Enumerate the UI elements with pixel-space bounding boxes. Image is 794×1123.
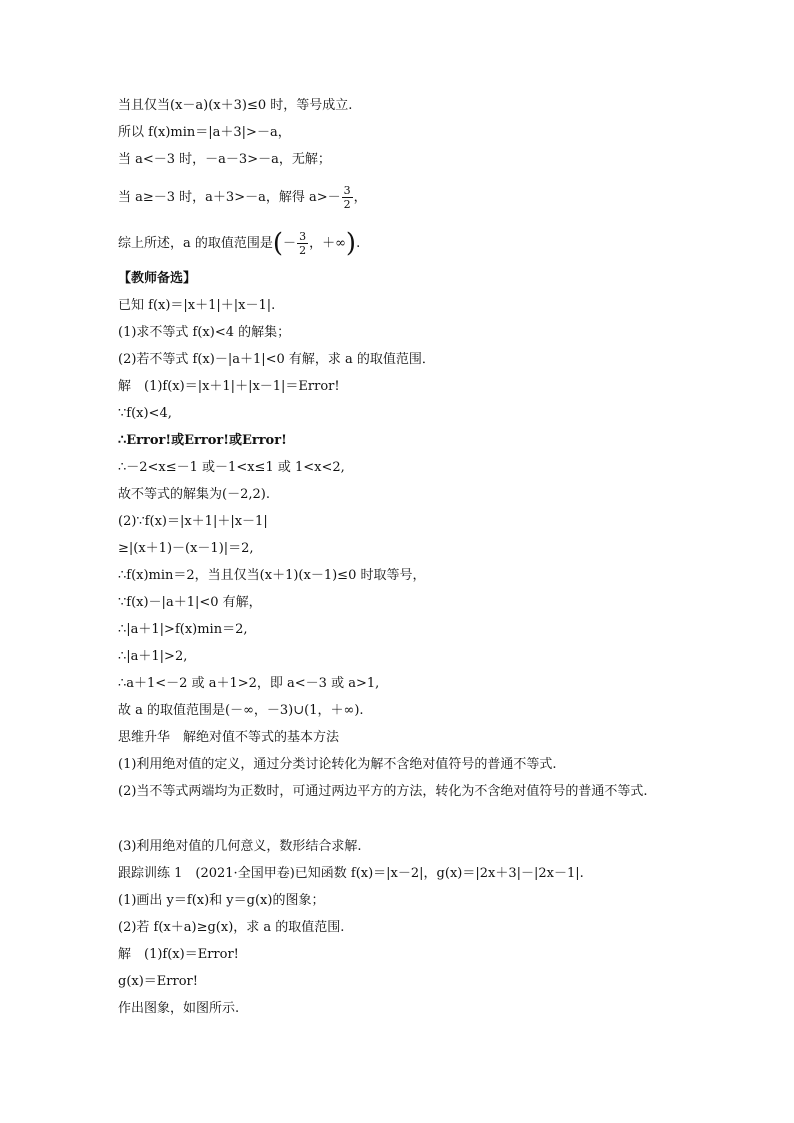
text-line-with-fraction <box>118 230 718 257</box>
fraction-denominator: 2 <box>299 244 307 257</box>
text-line: ∴Error!或Error!或Error! <box>118 433 287 448</box>
close-paren: ) <box>345 228 357 259</box>
text-line: ∴|a＋1|>2, <box>118 649 188 664</box>
text-line: ≥|(x＋1)－(x－1)|＝2, <box>118 541 254 556</box>
fraction-denominator: 2 <box>343 198 351 211</box>
minus-sign: － <box>283 236 297 251</box>
text-line: 故 a 的取值范围是(－∞，－3)∪(1，＋∞). <box>118 703 364 718</box>
text-line: (2)若不等式 f(x)－|a＋1|<0 有解，求 a 的取值范围． <box>118 352 435 367</box>
text-line: 跟踪训练 1 (2021·全国甲卷)已知函数 f(x)＝|x－2|，g(x)＝|2x＋3|－|2x－1|. <box>118 866 584 881</box>
text-segment: . <box>356 236 361 251</box>
text-line: (2)若 f(x＋a)≥g(x)，求 a 的取值范围. <box>118 920 345 935</box>
text-segment: 当 a≥－3 时，a＋3>－a，解得 a>－ <box>118 190 341 205</box>
text-segment: ， <box>353 190 367 205</box>
text-line: ∴a＋1<－2 或 a＋1>2，即 a<－3 或 a>1, <box>118 676 380 691</box>
text-line: g(x)＝Error! <box>118 974 198 989</box>
fraction <box>342 184 353 211</box>
text-line: (1)求不等式 f(x)<4 的解集； <box>118 325 291 340</box>
text-line: 解 (1)f(x)＝Error! <box>118 947 239 962</box>
text-line: 已知 f(x)＝|x＋1|＋|x－1|. <box>118 298 276 313</box>
text-line: 所以 f(x)min＝|a＋3|>－a， <box>118 125 291 140</box>
text-line: 故不等式的解集为(－2,2). <box>118 487 270 502</box>
fraction-numerator: 3 <box>343 184 351 197</box>
section-heading: 思维升华 解绝对值不等式的基本方法 <box>118 730 340 745</box>
text-line-with-fraction <box>118 184 718 211</box>
text-line: (2)∵f(x)＝|x＋1|＋|x－1| <box>118 514 268 529</box>
text-line: 解 (1)f(x)＝|x＋1|＋|x－1|＝Error! <box>118 379 340 394</box>
fraction-numerator: 3 <box>299 230 307 243</box>
open-paren: ( <box>272 228 284 259</box>
text-line: (3)利用绝对值的几何意义，数形结合求解. <box>118 839 362 854</box>
text-line: ∴|a＋1|>f(x)min＝2, <box>118 622 248 637</box>
text-paragraph: (2)当不等式两端均为正数时，可通过两边平方的方法，转化为不含绝对值符号的普通不等式. <box>118 784 648 799</box>
text-line: (1)利用绝对值的定义，通过分类讨论转化为解不含绝对值符号的普通不等式. <box>118 757 557 772</box>
section-heading: 【教师备选】 <box>118 271 197 286</box>
text-line: 当 a<－3 时，－a－3>－a，无解； <box>118 152 331 167</box>
text-segment: ，＋∞ <box>309 236 346 251</box>
text-line: ∵f(x)－|a＋1|<0 有解， <box>118 595 262 610</box>
fraction <box>297 230 308 257</box>
text-line: ∵f(x)<4, <box>118 406 172 421</box>
text-line: 当且仅当(x－a)(x＋3)≤0 时，等号成立. <box>118 98 353 113</box>
text-line: ∴－2<x≤－1 或－1<x≤1 或 1<x<2, <box>118 460 345 475</box>
text-segment: 综上所述，a 的取值范围是 <box>118 236 273 251</box>
text-line: 作出图象，如图所示. <box>118 1001 240 1016</box>
text-line: (1)画出 y＝f(x)和 y＝g(x)的图象； <box>118 893 325 908</box>
text-line: ∴f(x)min＝2，当且仅当(x＋1)(x－1)≤0 时取等号， <box>118 568 426 583</box>
